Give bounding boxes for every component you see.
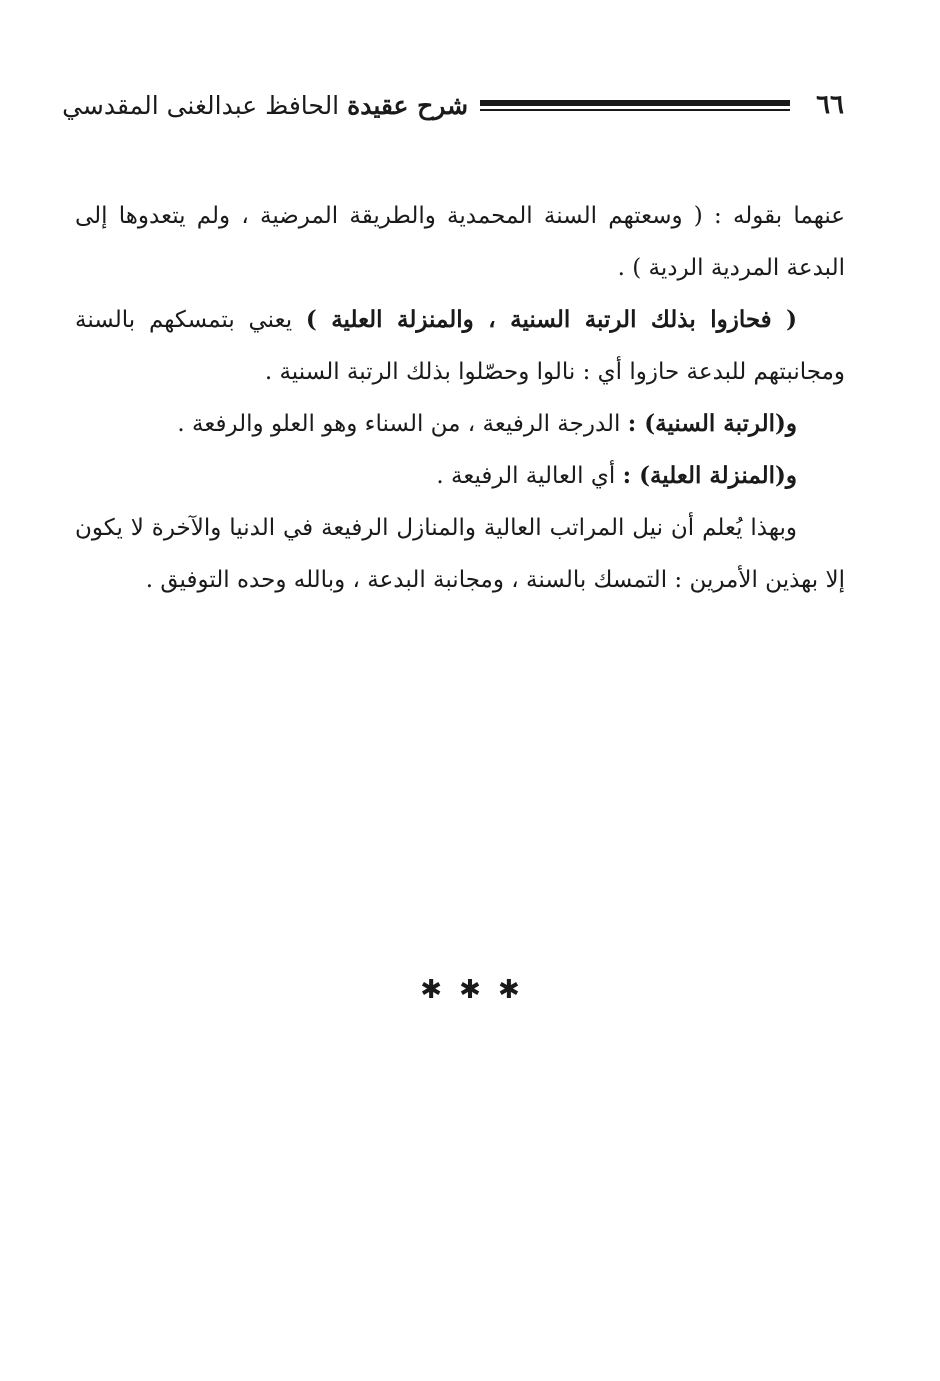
- book-title-bold: شرح عقيدة: [347, 90, 469, 120]
- header-rule-thick: [480, 100, 790, 106]
- paragraph-5: وبهذا يُعلم أن نيل المراتب العالية والمنازل الرفيعة في الدنيا والآخرة لا يكون إلا بهذين الأمرين : التمسك بالسنة ، ومجانبة البدعة ، وبالله وحده التوفيق .: [75, 515, 845, 593]
- book-title-rest: الحافظ عبدالغنى المقدسي: [62, 90, 340, 120]
- book-title: [62, 91, 468, 120]
- paragraph-3-text: الدرجة الرفيعة ، من السناء وهو العلو والرفعة .: [177, 411, 628, 437]
- paragraph-3-bold: و(الرتبة السنية) :: [627, 410, 797, 437]
- paragraph-2: [75, 294, 845, 398]
- separator-star-icon: ✱: [497, 975, 520, 1005]
- header-rule: [480, 98, 790, 112]
- separator-star-icon: ✱: [420, 975, 442, 1005]
- section-separator: [0, 975, 940, 1005]
- paragraph-4: [75, 450, 845, 502]
- paragraph-2-text: يعني بتمسكهم بالسنة ومجانبتهم للبدعة حازوا أي : نالوا وحصّلوا بذلك الرتبة السنية .: [75, 307, 845, 385]
- header-rule-thin: [480, 109, 790, 111]
- paragraph-1: عنهما بقوله : ( وسعتهم السنة المحمدية والطريقة المرضية ، ولم يتعدوها إلى البدعة المردية الردية ) .: [75, 203, 845, 281]
- paragraph-4-text: أي العالية الرفيعة .: [436, 463, 623, 489]
- separator-star-icon: ✱: [459, 975, 481, 1005]
- paragraph-3: [75, 398, 845, 450]
- page-number: ٦٦: [816, 90, 844, 120]
- body-text: [75, 190, 845, 606]
- paragraph-2-bold: ( فحازوا بذلك الرتبة السنية ، والمنزلة العلية ): [305, 306, 798, 333]
- paragraph-4-bold: و(المنزلة العلية) :: [622, 462, 797, 489]
- running-header: [60, 80, 850, 130]
